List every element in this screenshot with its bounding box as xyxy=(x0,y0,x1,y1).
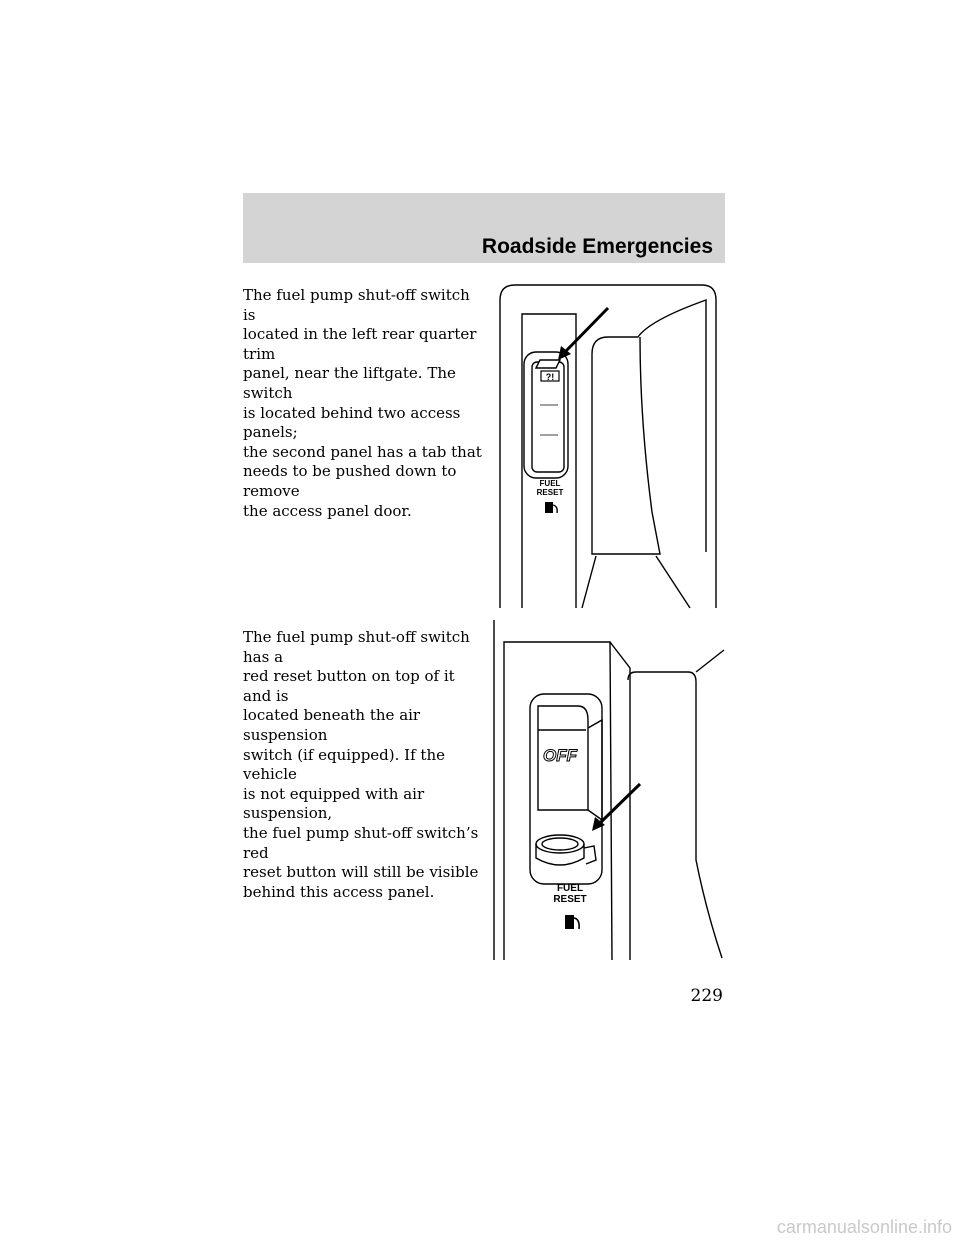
panel-bevel xyxy=(610,642,630,960)
figure-switch-closeup xyxy=(490,620,730,962)
fuel-pump-icon xyxy=(565,915,579,929)
fuel-reset-label-line1: FUEL xyxy=(539,479,561,488)
panel-outline xyxy=(504,642,612,960)
figure-trim-panel xyxy=(490,280,720,610)
watermark[interactable]: carmanualsonline.info xyxy=(776,1217,952,1237)
gap-line-right xyxy=(656,556,690,608)
section-title: Roadside Emergencies xyxy=(481,235,713,258)
off-label: OFF xyxy=(543,746,577,765)
fuel-reset-label-line2: RESET xyxy=(553,894,587,905)
fuel-reset-label-line2: RESET xyxy=(536,488,564,497)
fuel-pump-icon xyxy=(545,502,557,513)
pointer-arrow xyxy=(558,308,608,360)
paragraph-switch-location: The fuel pump shut-off switch is located in the left rear quarter trim panel, near the liftgate. The switch is located behind two access panels; the second panel has a tab that needs to be pushed down to remove the access panel door. xyxy=(243,286,482,520)
window-outline xyxy=(628,672,722,958)
body-line xyxy=(696,650,724,672)
off-switch-side xyxy=(588,720,602,820)
section-header xyxy=(243,193,725,263)
switch-recess xyxy=(530,694,602,884)
pointer-arrow xyxy=(592,784,640,831)
access-tab-icon xyxy=(536,360,560,382)
liftgate-window-outline xyxy=(592,300,706,554)
svg-text:?!: ?! xyxy=(545,372,555,382)
reset-button xyxy=(536,835,596,865)
page-number: 229 xyxy=(690,986,723,1006)
fuel-reset-label-line1: FUEL xyxy=(556,883,584,894)
gap-line-left xyxy=(582,556,596,608)
paragraph-reset-button: The fuel pump shut-off switch has a red reset button on top of it and is located beneath the air suspension switch (if equipped). If the vehicle is not equipped with air suspension, the fuel pump shut-off switch’s red reset button will still be visible behind this access panel. xyxy=(243,628,479,901)
